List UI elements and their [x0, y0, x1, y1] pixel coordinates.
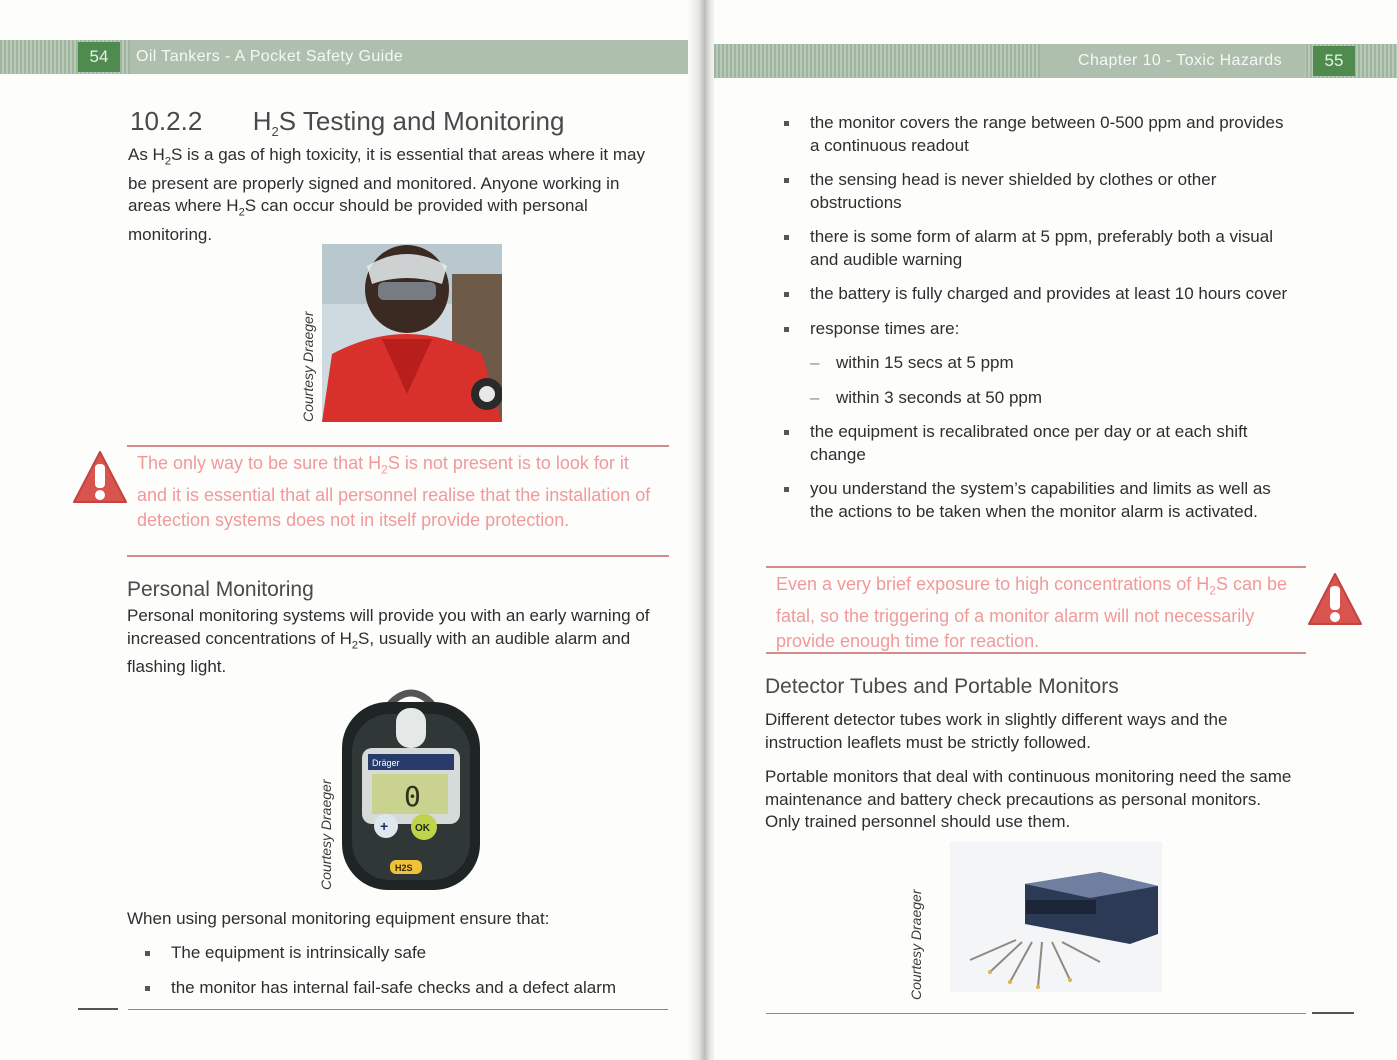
list-item: there is some form of alarm at 5 ppm, preferably both a visual and audible warning [784, 226, 1294, 271]
footer-rule-right [766, 1013, 1306, 1014]
detector-paragraph-1: Different detector tubes work in slightly different ways and the instruction leaflets must be strictly followed. [765, 710, 1228, 752]
list-item: The equipment is intrinsically safe [145, 942, 675, 965]
personal-monitoring-paragraph: Personal monitoring systems will provide you with an early warning of increased concentrations of $H_2S$, usually with an audible alarm and flashing light. [127, 606, 650, 677]
list-item: the monitor has internal fail-safe checks and a defect alarm [145, 977, 675, 1000]
svg-text:H2S: H2S [395, 863, 413, 873]
list-item: the monitor covers the range between 0-500 ppm and provides a continuous readout [784, 112, 1294, 157]
sub-list-item: – within 15 secs at 5 ppm [810, 353, 1014, 372]
personal-monitoring-heading: Personal Monitoring [127, 578, 314, 601]
list-item: the equipment is recalibrated once per day or at each shift change [784, 421, 1294, 466]
photo-credit-pump: Courtesy Draeger [908, 889, 924, 1000]
photo-credit-device: Courtesy Draeger [318, 779, 334, 890]
section-number: 10.2.2 [130, 106, 203, 136]
sub-list-item: – within 3 seconds at 50 ppm [810, 387, 1043, 407]
detector-heading: Detector Tubes and Portable Monitors [765, 675, 1119, 698]
right-bullet-list [784, 112, 1294, 523]
intro-paragraph: As $H_2S$ is a gas of high toxicity, it is essential that areas where it may be present are properly signed and monitored. Anyone working in areas where $H_2S$ can occur should be provided with personal monitoring. [128, 145, 645, 245]
detector-paragraph-2: Portable monitors that deal with continuous monitoring need the same maintenance and battery check precautions as personal monitors. Only trained personnel should use them. [765, 767, 1292, 831]
svg-text:OK: OK [415, 823, 430, 834]
list-item: the sensing head is never shielded by clothes or other obstructions [784, 169, 1294, 214]
page-number-right: 55 [1313, 46, 1355, 76]
photo-credit-worker: Courtesy Draeger [300, 311, 316, 422]
warning-triangle-icon [72, 450, 128, 504]
warning-triangle-icon [1307, 572, 1363, 626]
running-header-right: Chapter 10 - Toxic Hazards [1078, 52, 1282, 69]
footer-rule-short-left [78, 1008, 118, 1010]
left-bullet-list [145, 942, 675, 999]
svg-text:0: 0 [404, 780, 421, 813]
list-item: the battery is fully charged and provides at least 10 hours cover [784, 283, 1294, 306]
running-header-left: Oil Tankers - A Pocket Safety Guide [136, 48, 404, 65]
svg-text:+: + [380, 818, 389, 834]
svg-text:Dräger: Dräger [372, 758, 400, 768]
page-number-left: 54 [78, 42, 120, 72]
footer-rule-short-right [1312, 1012, 1354, 1014]
gas-monitor-device-photo [338, 684, 484, 894]
caution-box-right: Even a very brief exposure to high concentrations of $H_2S$ can be fatal, so the triggering of a monitor alarm will not necessarily provide enough time for reaction. [766, 566, 1306, 654]
section-heading: 10.2.2 $H_2S$ Testing and Monitoring [130, 106, 565, 140]
list-item: response times are: [784, 318, 1294, 341]
footer-rule-left [128, 1009, 668, 1010]
ensure-intro: When using personal monitoring equipment ensure that: [127, 909, 550, 928]
detector-pump-photo [950, 842, 1162, 992]
worker-photo [322, 244, 502, 422]
caution-box-left: The only way to be sure that $H_2S$ is not present is to look for it and it is essential that all personnel realise that the installation of detection systems does not in itself provide protection. [127, 445, 669, 557]
list-item: you understand the system’s capabilities and limits as well as the actions to be taken when the monitor alarm is activated. [784, 478, 1294, 523]
